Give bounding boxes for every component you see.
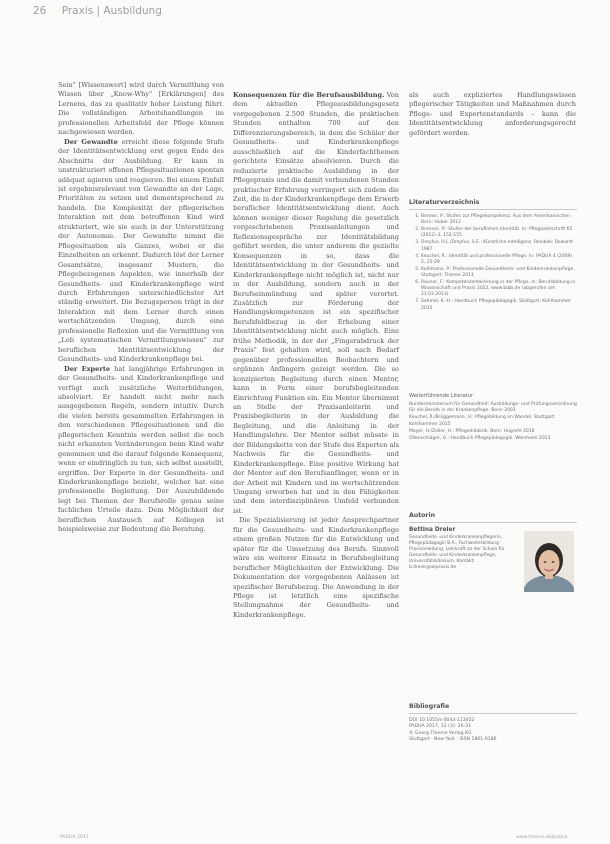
bibliography-heading: Bibliografie xyxy=(409,703,577,714)
paragraph-text: hat langjährige Erfahrungen in der Gesundheits- und Kinderkrankenpflege und verfügt auch zusätzliche Weiterbildungen, absolviert. Er handelt nicht mehr nach ausgegebenen Regeln, sondern intuitiv. Durch die vielen bereits gesammelten Erfahrungen in den verschiedenen Pflegesituationen und die pflegerischen Kenntnis werden selbst die noch nicht erkannten Veränderungen beim Kind wahr genommen und die darauf folgende Konsequenz, wenn er eindringlich zu tun, sich selbst ausstellt, ergriffen. Der Experte in der Gesundheits- und Kinderkrankenpflege bezieht, welcher hat eine professionelle Begleitung. Der Auszubildende legt bei Themen der Berufsrolle genau seine fachlichen Urteile dazu. Dem Möglichkeit der beruflichen Austausch auf Kollegen ist beispielsweise zur Bedeutung die Beratung. xyxy=(58,364,224,534)
literature-heading: Literaturverzeichnis xyxy=(409,199,577,210)
paragraph xyxy=(58,365,224,535)
literature-item: 2. Brenner, P.: Stufen der beruflichen Identität. In: Pflegezeitschrift 65 (2012) 3, 152-155 xyxy=(421,227,577,239)
paragraph: als auch expliziertes Handlungswissen pflegerischer Tätigkeiten und Maßnahmen durch Pflege- und Expertenstandards – kann die Identitätsentwicklung anforderungsgerecht gefördert werden. xyxy=(409,91,576,137)
author-photo xyxy=(524,531,574,592)
paragraph xyxy=(233,516,399,620)
literature-box xyxy=(409,199,577,313)
further-reading-heading: Weiterführende Literatur xyxy=(409,393,474,399)
footer-left: PADUA 2017 xyxy=(60,835,89,840)
literature-item: 4. Keuchel, R.: Identität und professionelle Pflege. In: PADUA 4 (2009) 2, 25-29 xyxy=(421,254,577,266)
literature-list xyxy=(409,214,577,312)
paragraph xyxy=(58,138,224,365)
further-reading-item: Ollenschläger, G.: Handbuch Pflegepädagogik. Weinheim 2013 xyxy=(409,436,551,442)
bibliography-box xyxy=(409,703,577,743)
author-name: Bettina Dreier xyxy=(409,527,456,533)
author-portrait-image xyxy=(524,531,574,592)
paragraph-text: erreicht diese folgende Stufe der Identitätsentwicklung erst gegen Ende des Abschnitts der Ausbildung. Er kann in unstrukturiert offenen Pflegesituationen spontan adäquat agieren und reagieren. Bei einem Einfall ist ergebnisrelevant von Gewandte an der Lage, Prioritäten zu setzen und dementsprechend zu handeln. Die Komplexität der pflegerischen Interaktion mit dem betroffenen Kind wird strukturiert, wie sie auch in der Unterstützung der Autonomie. Der Gewandte nimmt die Pflegesituation als Ganzes, wobei er die Einzelheiten an erkennt. Dadurch löst der Lerner Gesamtsätze, insgesamt Mustern, die Pflegebezogenen Aspekten, wie innerhalb der Gesundheits- und Kinderkrankenpflege wird durch Erfahrungen unterschiedlichster Art ständig erweitert. Die Bezugsperson trägt in der Interaktion mit dem Lerner durch einen wertschätzenden Umgang, durch eine professionelle Reflexion und die Vermittlung von „Lob systematischen Vermittlungswissen" zur beruflichen Identitätsentwicklung der Gesundheits- und Kinderkrankenpflege bei. xyxy=(58,137,224,364)
literature-item: 1. Benner, P.: Stufen zur Pflegekompetenz. Aus dem Amerikanischen. Bern: Huber 2012 xyxy=(421,214,577,226)
further-reading-item: Mayer, H./Zeller, H.: Pflegedidaktik. Bern: Hogrefe 2016 xyxy=(409,428,535,434)
paragraph-lead: Konsequenzen für die Berufsausbildung. xyxy=(233,91,385,99)
literature-item: 7. Sahmel, K.-H.: Handbuch Pflegepädagogik. Stuttgart: Kohlhammer 2015 xyxy=(421,299,577,311)
section-title: Praxis | Ausbildung xyxy=(61,5,162,17)
bibliography-line: PADUA 2017; 12 (3): 26-31 xyxy=(409,724,471,730)
paragraph xyxy=(233,91,399,516)
paragraph-text: Von dem aktuellen Pflegeausbildungsgesetz vorgegebenen 2.500 Stunden, die praktischen Stunden enthalten 700 auf den Differenzierungsbereich, in dem die Schüler der Gesundheits- und Kinderkrankenpflege ausschließlich auf die Kinderfachthemen gerichtete Einsätze absolvieren. Durch die reduzierte praktische Ausbildung in der Pflegepraxis und die damit verbundenen Stunden praktischer Erfahrung verringert sich zudem die Zeit, die in der Kinderkrankenpflege dem Erwerb beruflicher Identitätsentwicklung dient. Auch können weniger dieser Regelung die gesetzlich vorgeschriebenen Praxisanleitungen und Reflexionsgespräche zur Identitätsbildung geführt werden, die unter anderem die gezielte Konsequenzen in so, dass die Identitätsentwicklung in der Gesundheits- und Kinderkrankenpflege nicht möglich ist, nicht nur in der Ausbildung, sondern auch in der Berufseinmündung und später verortet. Zusätzlich zur Förderung der Handlungskompetenzen ist ein spezifischer Berufsfeldbezug in der Erhebung einer Identitätsentwicklung nicht auch möglich. Eine frühe Methodik, in der der „Fingerabdruck der Praxis" fest gehalten wird, soll nach Bedarf gegenüber professionellen Beobachtern und ergänzen Anfängern gezeigt werden. Die so konzipierten Begleitung durch einen Mentor, kann in Form einer berufsbegleitenden Einrichtung Funktion ein. Ein Mentor übernimmt an Stelle der Praxisanleiterin und Praxisbegleiterin in der Ausbildung die Begleitung, und die Anleitung in der Handlungslehre. Der Mentor selbst müsste in der Bildungskette von der Stufe des Experten als Nachweis für die Gesundheits- und Kinderkrankenpflege. Eine positive Wirkung hat der Mentor auf den Berufsanfänger, wenn er in der Arbeit mit Kindern und im wertschätzenden Umgang erworben hat und in den Fähigkeiten und dem interdisziplinären Umfeld verbunden ist. xyxy=(233,91,400,515)
footer-right: www.thieme.de/padua xyxy=(516,835,568,840)
further-reading-item: Bundesministerium für Gesundheit: Ausbildungs- und Prüfungsverordnung für die Berufe in der Krankenpflege. Bonn 2003 xyxy=(409,402,577,414)
bibliography-line: DOI 10.1055/s-0043-113452 xyxy=(409,718,475,723)
literature-item: 5. Kuhlmann, P.: Professionelle Gesundheits- und Kinderkrankenpflege. Stuttgart: Thieme 2011 xyxy=(421,267,577,279)
page-number: 26 xyxy=(33,5,47,17)
author-heading: Autorin xyxy=(409,512,577,523)
text-column-1 xyxy=(58,81,224,535)
text-column-2 xyxy=(233,91,399,620)
paragraph-lead: Der Gewandte xyxy=(64,137,118,146)
bibliography-line: © Georg Thieme Verlag KG xyxy=(409,730,472,736)
bibliography-lines xyxy=(409,718,577,743)
paragraph-text: Die Spezialisierung ist jeder Ansprechpartner für die Gesundheits- und Kinderkrankenpflege einem großen Nutzen für die Entwicklung und später für die Umsetzung des Berufs. Sinnvoll wäre ein weiterer Einsatz in Berufsbegleitung beruflicher Möglichkeiten der Entwicklung. Die Dokumentation der vorgegebenen Anlässen ist spezifischer Berufsbezug. Die Anwendung in der Pflege ist letztlich eine spezifische Stellungnahme der Gesundheits- und Kinderkrankenpflege. xyxy=(233,516,399,619)
bibliography-line: Stuttgart · New York · ISSN 1861-6186 xyxy=(409,736,497,742)
running-header xyxy=(33,5,162,17)
text-column-3 xyxy=(409,91,576,138)
paragraph-lead: Der Experte xyxy=(64,364,111,373)
further-reading-list xyxy=(409,402,577,442)
further-reading-box xyxy=(409,393,577,443)
paragraph-text: Sein" [Wissenswert] wird durch Vermittlung von Wissen über „Know-Why" [Erklärungen] des Lernens, das zu qualitativ hoher Leistung führt. Die vollständigen Arbeitshandlungen im professionellen Arbeitsfeld der Pflege können nachgewiesen werden. xyxy=(58,81,224,137)
author-bio: Gesundheits- und Kinderkrankenpflegerin, Pflegepädagogin B.A., Fachweiterbildung Praxisanleitung, Lehrkraft an der Schule für Gesundheits- und Kinderkrankenpflege, Universitätsklinikum, Kontakt: b.dreier@ukpraxis.de xyxy=(409,535,505,570)
literature-item: 6. Rauner, F.: Kompetenzentwicklung in der Pflege. In: Berufsbildung in Wissenschaft und Praxis 2012, www.bibb.de (abgerufen am 21.03.2013) xyxy=(421,280,577,299)
literature-item: 3. Dreyfus, H.L./Dreyfus, S.E.: Künstliche Intelligenz. Reinbek: Rowohlt 1987 xyxy=(421,240,577,252)
further-reading-item: Keuchel, R./Brüggemann, H.: Pflegebildung im Wandel. Stuttgart: Kohlhammer 2015 xyxy=(409,415,556,427)
paragraph xyxy=(58,81,224,138)
